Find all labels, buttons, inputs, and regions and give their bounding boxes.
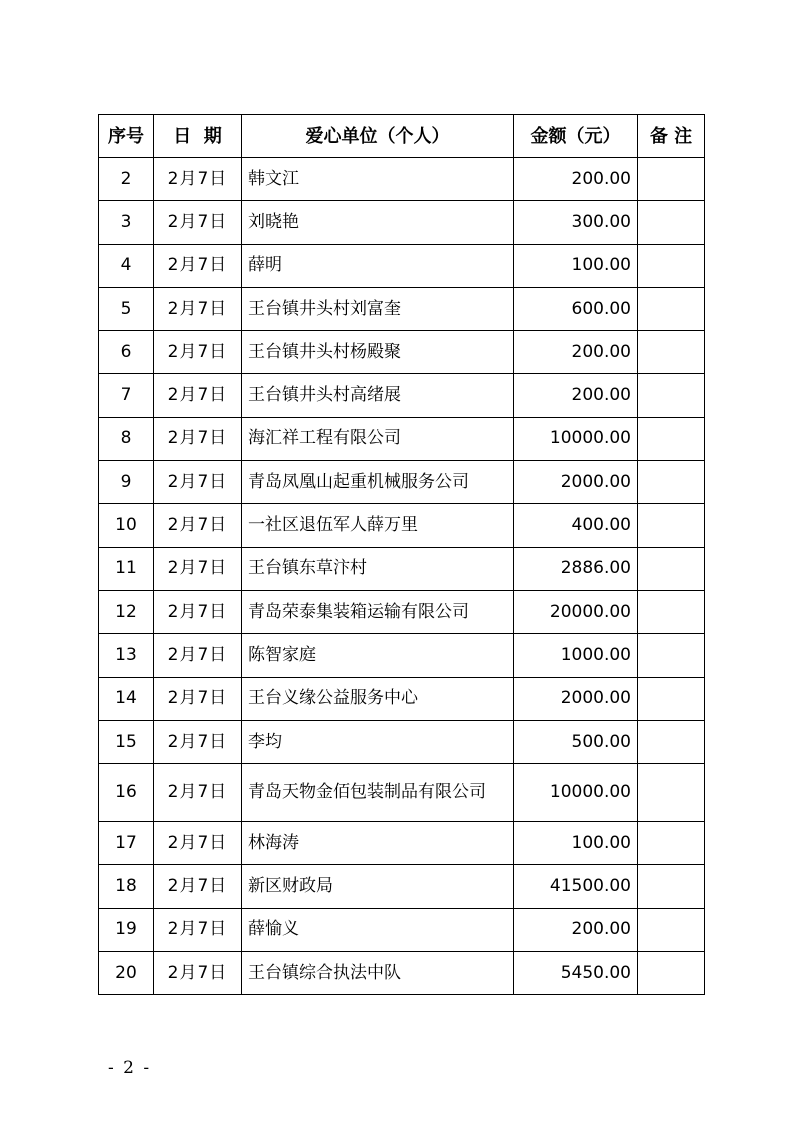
amount-cell: 10000.00 (514, 764, 638, 822)
serial-number-cell: 15 (99, 720, 154, 763)
donor-cell: 王台镇井头村刘富奎 (242, 287, 514, 330)
serial-number-cell: 13 (99, 634, 154, 677)
donor-cell: 薛愉义 (242, 908, 514, 951)
date-cell: 2月7日 (154, 461, 242, 504)
date-cell: 2月7日 (154, 822, 242, 865)
table-row (99, 677, 705, 720)
amount-cell: 200.00 (514, 374, 638, 417)
amount-cell: 1000.00 (514, 634, 638, 677)
serial-number-cell: 2 (99, 158, 154, 201)
note-cell (638, 952, 705, 995)
amount-cell: 100.00 (514, 822, 638, 865)
note-cell (638, 720, 705, 763)
note-cell (638, 590, 705, 633)
date-cell: 2月7日 (154, 634, 242, 677)
serial-number-cell: 8 (99, 417, 154, 460)
table-row (99, 331, 705, 374)
amount-cell: 2000.00 (514, 677, 638, 720)
header-date: 日 期 (154, 115, 242, 158)
donor-cell: 韩文江 (242, 158, 514, 201)
amount-cell: 10000.00 (514, 417, 638, 460)
amount-cell: 200.00 (514, 331, 638, 374)
table-body (99, 158, 705, 995)
donor-cell: 陈智家庭 (242, 634, 514, 677)
note-cell (638, 677, 705, 720)
table-row (99, 201, 705, 244)
table-row (99, 720, 705, 763)
note-cell (638, 287, 705, 330)
serial-number-cell: 19 (99, 908, 154, 951)
table-row (99, 504, 705, 547)
table-row (99, 417, 705, 460)
date-cell: 2月7日 (154, 590, 242, 633)
note-cell (638, 417, 705, 460)
donor-cell: 一社区退伍军人薛万里 (242, 504, 514, 547)
amount-cell: 2000.00 (514, 461, 638, 504)
note-cell (638, 634, 705, 677)
date-cell: 2月7日 (154, 677, 242, 720)
date-cell: 2月7日 (154, 547, 242, 590)
serial-number-cell: 5 (99, 287, 154, 330)
date-cell: 2月7日 (154, 331, 242, 374)
note-cell (638, 504, 705, 547)
table-row (99, 374, 705, 417)
donor-cell: 青岛天物金佰包装制品有限公司 (242, 764, 514, 822)
amount-cell: 500.00 (514, 720, 638, 763)
date-cell: 2月7日 (154, 374, 242, 417)
date-cell: 2月7日 (154, 417, 242, 460)
amount-cell: 400.00 (514, 504, 638, 547)
page-number: - 2 - (108, 1058, 152, 1078)
amount-cell: 200.00 (514, 908, 638, 951)
note-cell (638, 547, 705, 590)
table-row (99, 764, 705, 822)
header-amount: 金额（元） (514, 115, 638, 158)
donor-cell: 王台镇综合执法中队 (242, 952, 514, 995)
serial-number-cell: 16 (99, 764, 154, 822)
serial-number-cell: 4 (99, 244, 154, 287)
date-cell: 2月7日 (154, 764, 242, 822)
table-row (99, 908, 705, 951)
amount-cell: 600.00 (514, 287, 638, 330)
note-cell (638, 822, 705, 865)
amount-cell: 20000.00 (514, 590, 638, 633)
donor-cell: 海汇祥工程有限公司 (242, 417, 514, 460)
serial-number-cell: 17 (99, 822, 154, 865)
date-cell: 2月7日 (154, 158, 242, 201)
table-header-row (99, 115, 705, 158)
note-cell (638, 908, 705, 951)
date-cell: 2月7日 (154, 952, 242, 995)
date-cell: 2月7日 (154, 201, 242, 244)
table-row (99, 287, 705, 330)
header-donor: 爱心单位（个人） (242, 115, 514, 158)
donor-cell: 王台义缘公益服务中心 (242, 677, 514, 720)
note-cell (638, 374, 705, 417)
note-cell (638, 158, 705, 201)
amount-cell: 300.00 (514, 201, 638, 244)
serial-number-cell: 9 (99, 461, 154, 504)
amount-cell: 2886.00 (514, 547, 638, 590)
amount-cell: 5450.00 (514, 952, 638, 995)
amount-cell: 200.00 (514, 158, 638, 201)
serial-number-cell: 18 (99, 865, 154, 908)
donor-cell: 李均 (242, 720, 514, 763)
donor-cell: 新区财政局 (242, 865, 514, 908)
serial-number-cell: 11 (99, 547, 154, 590)
table-row (99, 461, 705, 504)
table-row (99, 547, 705, 590)
table-row (99, 865, 705, 908)
note-cell (638, 764, 705, 822)
date-cell: 2月7日 (154, 504, 242, 547)
date-cell: 2月7日 (154, 720, 242, 763)
serial-number-cell: 20 (99, 952, 154, 995)
serial-number-cell: 12 (99, 590, 154, 633)
note-cell (638, 244, 705, 287)
note-cell (638, 201, 705, 244)
table-row (99, 822, 705, 865)
note-cell (638, 331, 705, 374)
serial-number-cell: 7 (99, 374, 154, 417)
date-cell: 2月7日 (154, 908, 242, 951)
table-row (99, 158, 705, 201)
donor-cell: 王台镇井头村杨殿聚 (242, 331, 514, 374)
donor-cell: 薛明 (242, 244, 514, 287)
serial-number-cell: 10 (99, 504, 154, 547)
serial-number-cell: 6 (99, 331, 154, 374)
amount-cell: 41500.00 (514, 865, 638, 908)
note-cell (638, 461, 705, 504)
serial-number-cell: 14 (99, 677, 154, 720)
header-note: 备 注 (638, 115, 705, 158)
table-row (99, 952, 705, 995)
donor-cell: 王台镇东草汴村 (242, 547, 514, 590)
donation-table (98, 114, 705, 995)
table-row (99, 634, 705, 677)
table-row (99, 590, 705, 633)
date-cell: 2月7日 (154, 287, 242, 330)
note-cell (638, 865, 705, 908)
header-serial-number: 序号 (99, 115, 154, 158)
donor-cell: 青岛凤凰山起重机械服务公司 (242, 461, 514, 504)
donor-cell: 林海涛 (242, 822, 514, 865)
donor-cell: 王台镇井头村高绪展 (242, 374, 514, 417)
amount-cell: 100.00 (514, 244, 638, 287)
serial-number-cell: 3 (99, 201, 154, 244)
table-row (99, 244, 705, 287)
date-cell: 2月7日 (154, 244, 242, 287)
donor-cell: 青岛荣泰集装箱运输有限公司 (242, 590, 514, 633)
date-cell: 2月7日 (154, 865, 242, 908)
donor-cell: 刘晓艳 (242, 201, 514, 244)
